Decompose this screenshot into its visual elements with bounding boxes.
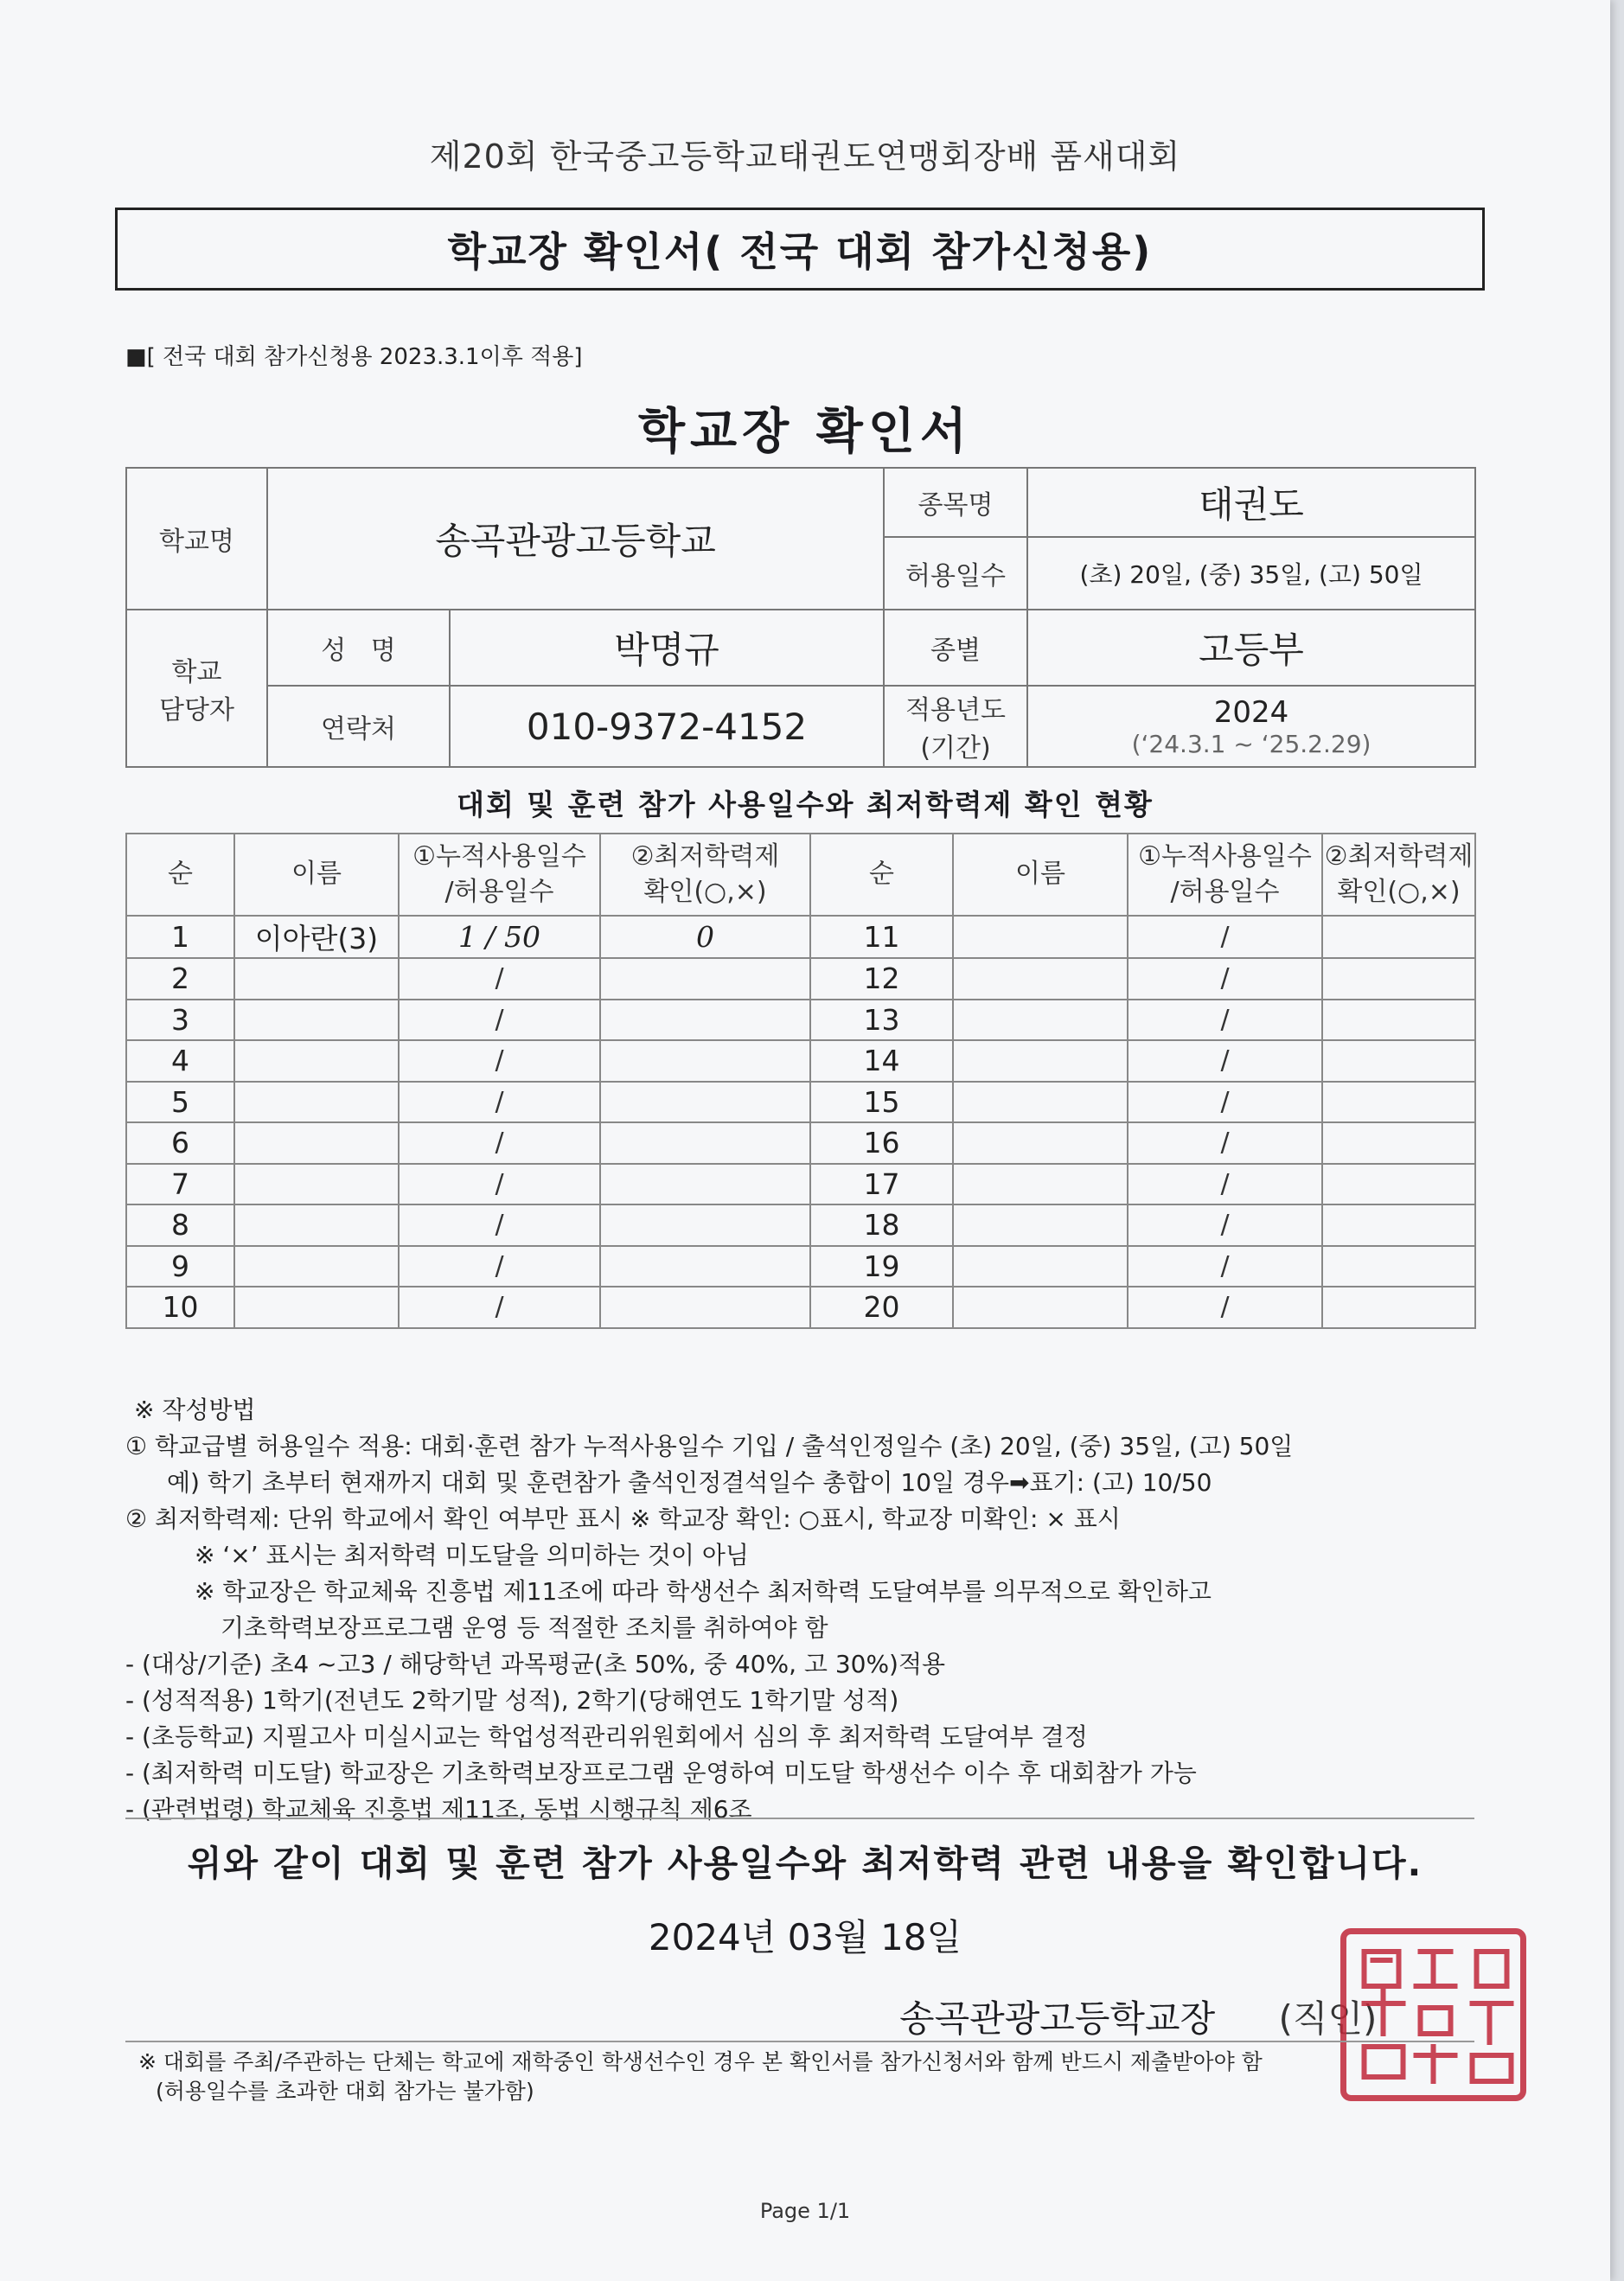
roster-name bbox=[234, 1040, 399, 1082]
header-days-line1: ①누적사용일수 bbox=[1138, 841, 1312, 872]
roster-section-title: 대회 및 훈련 참가 사용일수와 최저학력제 확인 현황 bbox=[457, 788, 1154, 821]
instructions bbox=[125, 1392, 1509, 1828]
roster-days: / bbox=[399, 1040, 600, 1082]
event-value: 태권도 bbox=[1027, 468, 1475, 537]
instruction-line: 기초학력보장프로그램 운영 등 적절한 조치를 취하여야 함 bbox=[221, 1613, 828, 1642]
header-no-right: 순 bbox=[810, 834, 953, 916]
roster-no: 19 bbox=[810, 1246, 953, 1287]
roster-body bbox=[126, 916, 1475, 1328]
roster-check bbox=[1322, 1287, 1475, 1328]
roster-days: / bbox=[399, 1246, 600, 1287]
roster-name bbox=[953, 958, 1128, 1000]
instruction-line: - (대상/기준) 초4 ~고3 / 해당학년 과목평균(초 50%, 중 40%, 고 30%)적용 bbox=[125, 1650, 946, 1678]
roster-name bbox=[953, 1000, 1128, 1041]
form-title-box bbox=[115, 208, 1485, 291]
header-check-left bbox=[600, 834, 810, 916]
allowed-days-label: 허용일수 bbox=[884, 537, 1027, 610]
header-no-left: 순 bbox=[126, 834, 234, 916]
roster-no: 13 bbox=[810, 1000, 953, 1041]
roster-row bbox=[126, 958, 1475, 1000]
roster-days: / bbox=[399, 1122, 600, 1164]
instruction-line: ② 최저학력제: 단위 학교에서 확인 여부만 표시 ※ 학교장 확인: ○표시, 학교장 미확인: × 표시 bbox=[125, 1505, 1121, 1533]
footnote-line2: (허용일수를 초과한 대회 참가는 불가함) bbox=[156, 2079, 534, 2104]
roster-check bbox=[1322, 1082, 1475, 1123]
name-label: 성 명 bbox=[267, 610, 450, 686]
roster-no: 15 bbox=[810, 1082, 953, 1123]
roster-name bbox=[953, 1164, 1128, 1205]
roster-check bbox=[1322, 1164, 1475, 1205]
contact-phone: 010-9372-4152 bbox=[450, 686, 884, 767]
form-title: 학교장 확인서( 전국 대회 참가신청용) bbox=[447, 228, 1153, 275]
roster-days: / bbox=[1128, 1204, 1322, 1246]
roster-check bbox=[1322, 1204, 1475, 1246]
footnote-line1: ※ 대회를 주최/주관하는 단체는 학교에 재학중인 학생선수인 경우 본 확인서를 참가신청서와 함께 반드시 제출받아야 함 bbox=[138, 2049, 1263, 2074]
info-table bbox=[125, 467, 1476, 768]
roster-row bbox=[126, 916, 1475, 958]
signer-title: 송곡관광고등학교장 bbox=[899, 1997, 1216, 2040]
roster-no: 7 bbox=[126, 1164, 234, 1205]
roster-days: / bbox=[1128, 1164, 1322, 1205]
roster-name bbox=[953, 1287, 1128, 1328]
roster-name bbox=[234, 1082, 399, 1123]
year-label bbox=[884, 686, 1027, 767]
roster-row bbox=[126, 1204, 1475, 1246]
roster-name bbox=[234, 1246, 399, 1287]
roster-name bbox=[953, 1082, 1128, 1123]
event-label: 종목명 bbox=[884, 468, 1027, 537]
instruction-line: 예) 학기 초부터 현재까지 대회 및 훈련참가 출석인정결석일수 총합이 10일 경우➡표기: (고) 10/50 bbox=[167, 1468, 1212, 1497]
instruction-line: - (관련법령) 학교체육 진흥법 제11조, 동법 시행규칙 제6조 bbox=[125, 1795, 752, 1824]
principal-signature bbox=[899, 1990, 1377, 2042]
roster-row bbox=[126, 1122, 1475, 1164]
divider bbox=[125, 2041, 1474, 2042]
roster-check bbox=[1322, 1000, 1475, 1041]
roster-check bbox=[600, 1204, 810, 1246]
phone-label: 연락처 bbox=[267, 686, 450, 767]
roster-check bbox=[1322, 1040, 1475, 1082]
header-days-line2: /허용일수 bbox=[1170, 876, 1280, 907]
roster-no: 10 bbox=[126, 1287, 234, 1328]
roster-days: / bbox=[1128, 1000, 1322, 1041]
roster-no: 11 bbox=[810, 916, 953, 958]
year-cell bbox=[1027, 686, 1475, 767]
header-days-right bbox=[1128, 834, 1322, 916]
page-number: Page 1/1 bbox=[759, 2199, 851, 2223]
roster-check bbox=[1322, 1246, 1475, 1287]
roster-row bbox=[126, 1000, 1475, 1041]
roster-no: 17 bbox=[810, 1164, 953, 1205]
roster-check bbox=[600, 1082, 810, 1123]
roster-no: 20 bbox=[810, 1287, 953, 1328]
applicability-note: ■[ 전국 대회 참가신청용 2023.3.1이후 적용] bbox=[125, 344, 583, 370]
instructions-heading: ※ 작성방법 bbox=[134, 1396, 256, 1424]
roster-row bbox=[126, 1246, 1475, 1287]
footnote bbox=[138, 2048, 1263, 2106]
instruction-line: - (초등학교) 지필고사 미실시교는 학업성적관리위원회에서 심의 후 최저학력 도달여부 결정 bbox=[125, 1722, 1088, 1751]
document-title: 학교장 확인서 bbox=[637, 404, 973, 460]
roster-name bbox=[234, 1000, 399, 1041]
event-title: 제20회 한국중고등학교태권도연맹회장배 품새대회 bbox=[429, 137, 1181, 176]
header-check-right bbox=[1322, 834, 1475, 916]
roster-days: / bbox=[399, 958, 600, 1000]
roster-no: 6 bbox=[126, 1122, 234, 1164]
roster-check bbox=[1322, 916, 1475, 958]
roster-days: / bbox=[399, 1287, 600, 1328]
division-value: 고등부 bbox=[1027, 610, 1475, 686]
roster-days: / bbox=[399, 1082, 600, 1123]
roster-days: / bbox=[1128, 1246, 1322, 1287]
roster-name bbox=[234, 958, 399, 1000]
roster-no: 2 bbox=[126, 958, 234, 1000]
roster-check bbox=[600, 1040, 810, 1082]
year-period: (‘24.3.1 ~ ‘25.2.29) bbox=[1131, 729, 1371, 758]
roster-check bbox=[1322, 1122, 1475, 1164]
roster-check bbox=[600, 1287, 810, 1328]
roster-days: 1 / 50 bbox=[399, 916, 600, 958]
roster-name bbox=[234, 1204, 399, 1246]
header-days-line1: ①누적사용일수 bbox=[412, 841, 586, 872]
roster-row bbox=[126, 1287, 1475, 1328]
division-label: 종별 bbox=[884, 610, 1027, 686]
roster-no: 16 bbox=[810, 1122, 953, 1164]
roster-no: 5 bbox=[126, 1082, 234, 1123]
roster-no: 3 bbox=[126, 1000, 234, 1041]
roster-check bbox=[600, 1246, 810, 1287]
contact-label-line2: 담당자 bbox=[159, 695, 234, 725]
roster-days: / bbox=[1128, 1122, 1322, 1164]
roster-name bbox=[953, 1246, 1128, 1287]
instruction-line: - (최저학력 미도달) 학교장은 기초학력보장프로그램 운영하여 미도달 학생선수 이수 후 대회참가 가능 bbox=[125, 1759, 1197, 1787]
school-label: 학교명 bbox=[126, 468, 267, 610]
year-value: 2024 bbox=[1213, 694, 1289, 730]
header-check-line2: 확인(○,×) bbox=[643, 876, 767, 907]
contact-label bbox=[126, 610, 267, 767]
header-name-left: 이름 bbox=[234, 834, 399, 916]
roster-table bbox=[125, 833, 1476, 1329]
roster-days: / bbox=[1128, 916, 1322, 958]
roster-check bbox=[600, 1000, 810, 1041]
contact-name: 박명규 bbox=[450, 610, 884, 686]
divider bbox=[125, 1818, 1474, 1819]
header-check-line1: ②최저학력제 bbox=[630, 841, 780, 872]
roster-name bbox=[234, 1122, 399, 1164]
roster-check bbox=[1322, 958, 1475, 1000]
year-label-line1: 적용년도 bbox=[905, 695, 1006, 725]
roster-days: / bbox=[399, 1164, 600, 1205]
instruction-line: ※ 학교장은 학교체육 진흥법 제11조에 따라 학생선수 최저학력 도달여부를 의무적으로 확인하고 bbox=[195, 1577, 1212, 1606]
roster-name bbox=[953, 1122, 1128, 1164]
roster-no: 4 bbox=[126, 1040, 234, 1082]
header-check-line2: 확인(○,×) bbox=[1337, 876, 1461, 907]
confirmation-statement: 위와 같이 대회 및 훈련 참가 사용일수와 최저학력 관련 내용을 확인합니다. bbox=[187, 1843, 1423, 1884]
year-label-line2: (기간) bbox=[920, 733, 991, 764]
roster-no: 12 bbox=[810, 958, 953, 1000]
roster-name bbox=[234, 1164, 399, 1205]
contact-label-line1: 학교 bbox=[171, 657, 222, 687]
roster-name: 이아란(3) bbox=[234, 916, 399, 958]
roster-row bbox=[126, 1040, 1475, 1082]
roster-days: / bbox=[1128, 1040, 1322, 1082]
roster-no: 18 bbox=[810, 1204, 953, 1246]
roster-row bbox=[126, 1082, 1475, 1123]
roster-no: 9 bbox=[126, 1246, 234, 1287]
roster-no: 8 bbox=[126, 1204, 234, 1246]
roster-days: / bbox=[1128, 1082, 1322, 1123]
roster-name bbox=[234, 1287, 399, 1328]
roster-check: 0 bbox=[600, 916, 810, 958]
header-days-line2: /허용일수 bbox=[444, 876, 554, 907]
instruction-line: ※ ‘×’ 표시는 최저학력 미도달을 의미하는 것이 아님 bbox=[195, 1541, 749, 1569]
roster-days: / bbox=[399, 1204, 600, 1246]
header-check-line1: ②최저학력제 bbox=[1324, 841, 1474, 872]
roster-days: / bbox=[1128, 1287, 1322, 1328]
roster-no: 14 bbox=[810, 1040, 953, 1082]
official-seal bbox=[1340, 1928, 1526, 2101]
roster-name bbox=[953, 916, 1128, 958]
header-name-right: 이름 bbox=[953, 834, 1128, 916]
signer-suffix: (직인) bbox=[1278, 1997, 1378, 2040]
roster-row bbox=[126, 1164, 1475, 1205]
allowed-days-value: (초) 20일, (중) 35일, (고) 50일 bbox=[1027, 537, 1475, 610]
roster-name bbox=[953, 1204, 1128, 1246]
header-days-left bbox=[399, 834, 600, 916]
school-name: 송곡관광고등학교 bbox=[267, 468, 884, 610]
roster-check bbox=[600, 1122, 810, 1164]
roster-name bbox=[953, 1040, 1128, 1082]
roster-check bbox=[600, 958, 810, 1000]
instruction-line: ① 학교급별 허용일수 적용: 대회·훈련 참가 누적사용일수 기입 / 출석인정일수 (초) 20일, (중) 35일, (고) 50일 bbox=[125, 1432, 1294, 1460]
roster-no: 1 bbox=[126, 916, 234, 958]
roster-days: / bbox=[399, 1000, 600, 1041]
seal-glyphs bbox=[1346, 1934, 1520, 2095]
roster-days: / bbox=[1128, 958, 1322, 1000]
instruction-line: - (성적적용) 1학기(전년도 2학기말 성적), 2학기(당해연도 1학기말 성적) bbox=[125, 1686, 899, 1715]
signing-date: 2024년 03월 18일 bbox=[648, 1916, 962, 1958]
roster-check bbox=[600, 1164, 810, 1205]
